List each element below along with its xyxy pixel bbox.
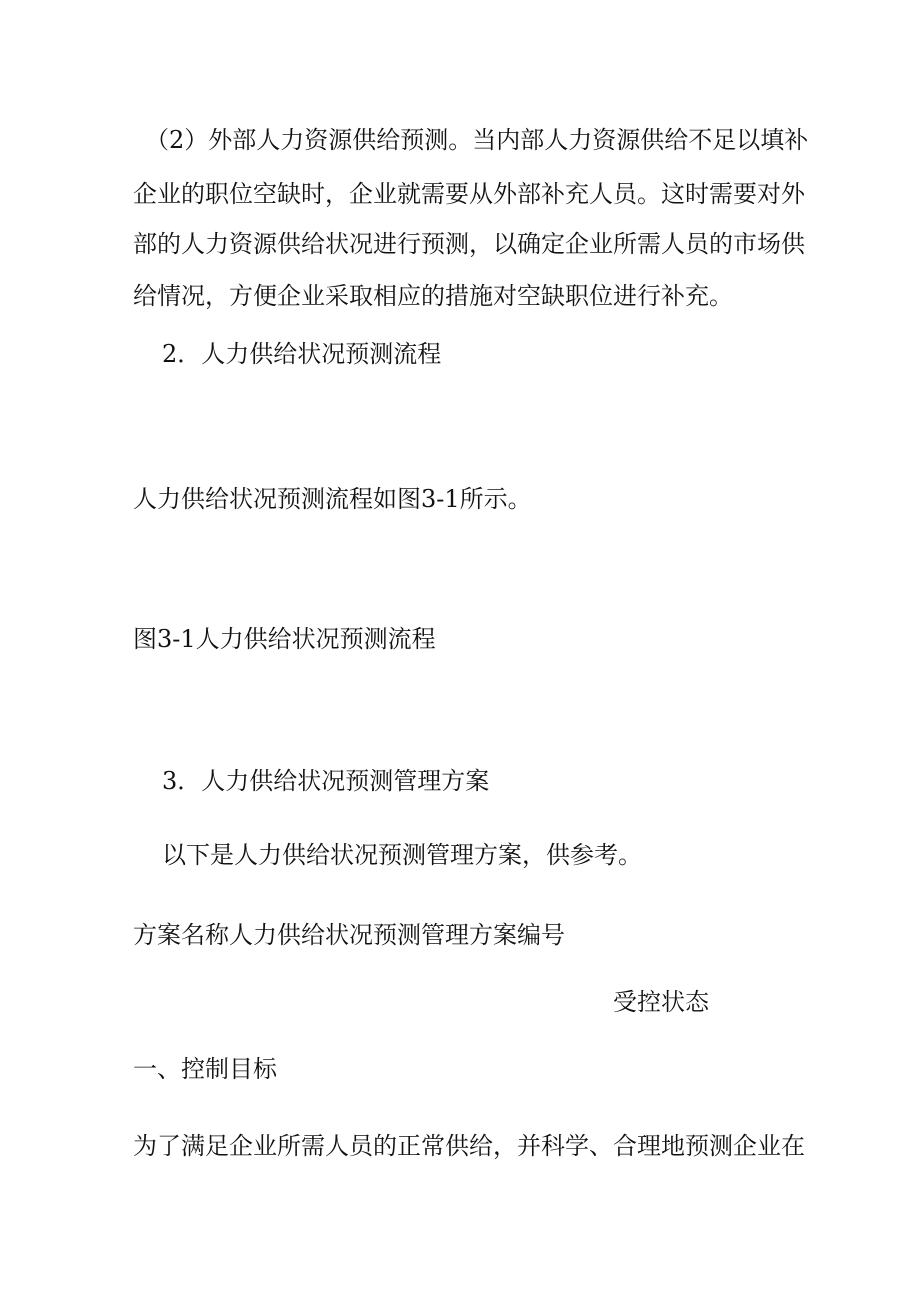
control-status-label: 受控状态 bbox=[613, 988, 709, 1016]
paragraph-line: 部的人力资源供给状况进行预测，以确定企业所需人员的市场供 bbox=[133, 230, 805, 258]
section-title: 一、控制目标 bbox=[133, 1055, 277, 1083]
section-heading: 3．人力供给状况预测管理方案 bbox=[162, 767, 490, 795]
intro-text: 以下是人力供给状况预测管理方案，供参考。 bbox=[162, 841, 642, 869]
figure-reference-text: 人力供给状况预测流程如图3-1所示。 bbox=[133, 485, 532, 513]
paragraph-line: 给情况，方便企业采取相应的措施对空缺职位进行补充。 bbox=[133, 282, 733, 310]
paragraph-line: （2）外部人力资源供给预测。当内部人力资源供给不足以填补 bbox=[145, 126, 809, 154]
figure-caption: 图3-1人力供给状况预测流程 bbox=[133, 625, 436, 653]
plan-name-row: 方案名称人力供给状况预测管理方案编号 bbox=[133, 921, 565, 949]
section-heading: 2．人力供给状况预测流程 bbox=[162, 340, 442, 368]
section-body-text: 为了满足企业所需人员的正常供给，并科学、合理地预测企业在 bbox=[133, 1132, 805, 1160]
paragraph-line: 企业的职位空缺时，企业就需要从外部补充人员。这时需要对外 bbox=[133, 180, 805, 208]
